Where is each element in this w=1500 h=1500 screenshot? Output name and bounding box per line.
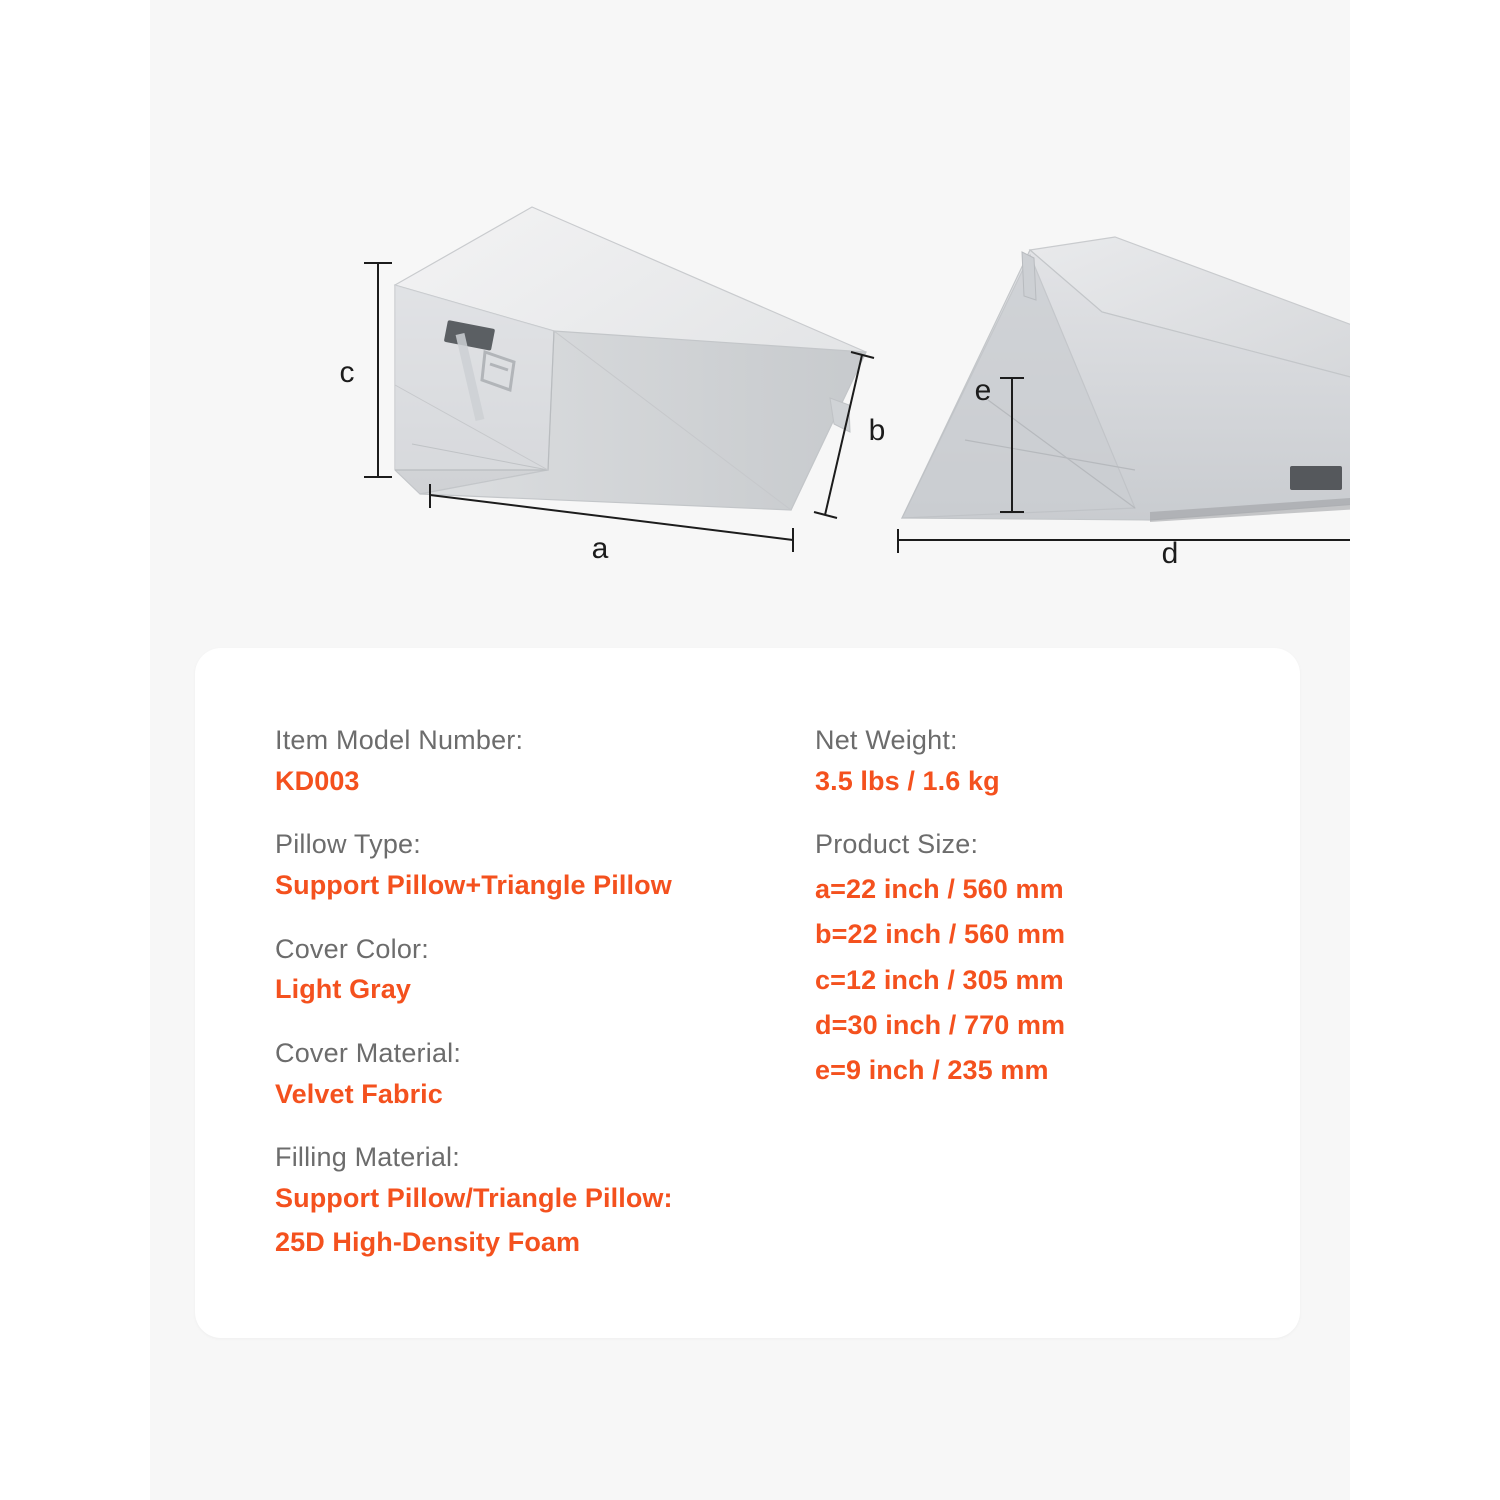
spec-label: Filling Material: — [275, 1142, 460, 1173]
spec-label: Net Weight: — [815, 725, 958, 755]
dimension-label-d: d — [1161, 537, 1179, 570]
spec-filling-material — [275, 1137, 815, 1263]
dimension-label-a: a — [591, 532, 609, 565]
dimension-label-c: c — [339, 356, 355, 389]
dimension-value-b: b=22 inch / 560 mm — [815, 919, 1066, 950]
spec-column-left — [195, 648, 815, 1338]
spec-pillow-type — [275, 824, 815, 906]
dimension-value-c: c=12 inch / 305 mm — [815, 964, 1064, 995]
dimension-c — [364, 263, 392, 477]
wedge-pillow-side-view — [898, 237, 1350, 570]
spec-product-size — [815, 824, 1300, 1093]
spec-column-right — [815, 648, 1300, 1338]
spec-value: 3.5 lbs / 1.6 kg — [815, 765, 1000, 796]
dimension-value-a: a=22 inch / 560 mm — [815, 873, 1064, 904]
spec-label: Product Size: — [815, 829, 979, 860]
spec-value: Light Gray — [275, 974, 412, 1005]
spec-value: KD003 — [275, 765, 360, 796]
spec-label: Pillow Type: — [275, 829, 421, 860]
spec-label: Cover Color: — [275, 933, 429, 964]
spec-value: Support Pillow/Triangle Pillow: — [275, 1182, 673, 1213]
specification-card — [195, 648, 1300, 1338]
spec-label: Item Model Number: — [275, 725, 524, 755]
spec-cover-color — [275, 929, 815, 1011]
right-gutter — [1350, 0, 1500, 1500]
page-content — [150, 0, 1350, 1500]
dimension-label-e: e — [974, 374, 992, 407]
wedge-pillow-front-view — [340, 207, 886, 565]
spec-net-weight — [815, 720, 1300, 802]
spec-item-model-number — [275, 720, 815, 802]
spec-label: Cover Material: — [275, 1038, 462, 1069]
dimension-value-e: e=9 inch / 235 mm — [815, 1055, 1049, 1086]
spec-value: Velvet Fabric — [275, 1078, 443, 1109]
spec-value: Support Pillow+Triangle Pillow — [275, 869, 672, 900]
dimension-d — [898, 529, 1350, 553]
spec-value-secondary: 25D High-Density Foam — [275, 1226, 581, 1257]
product-illustration — [150, 0, 1350, 640]
dimension-label-b: b — [868, 414, 886, 447]
left-gutter — [0, 0, 150, 1500]
dimension-values-list — [815, 867, 1300, 1094]
dimension-value-d: d=30 inch / 770 mm — [815, 1009, 1066, 1040]
spec-cover-material — [275, 1033, 815, 1115]
